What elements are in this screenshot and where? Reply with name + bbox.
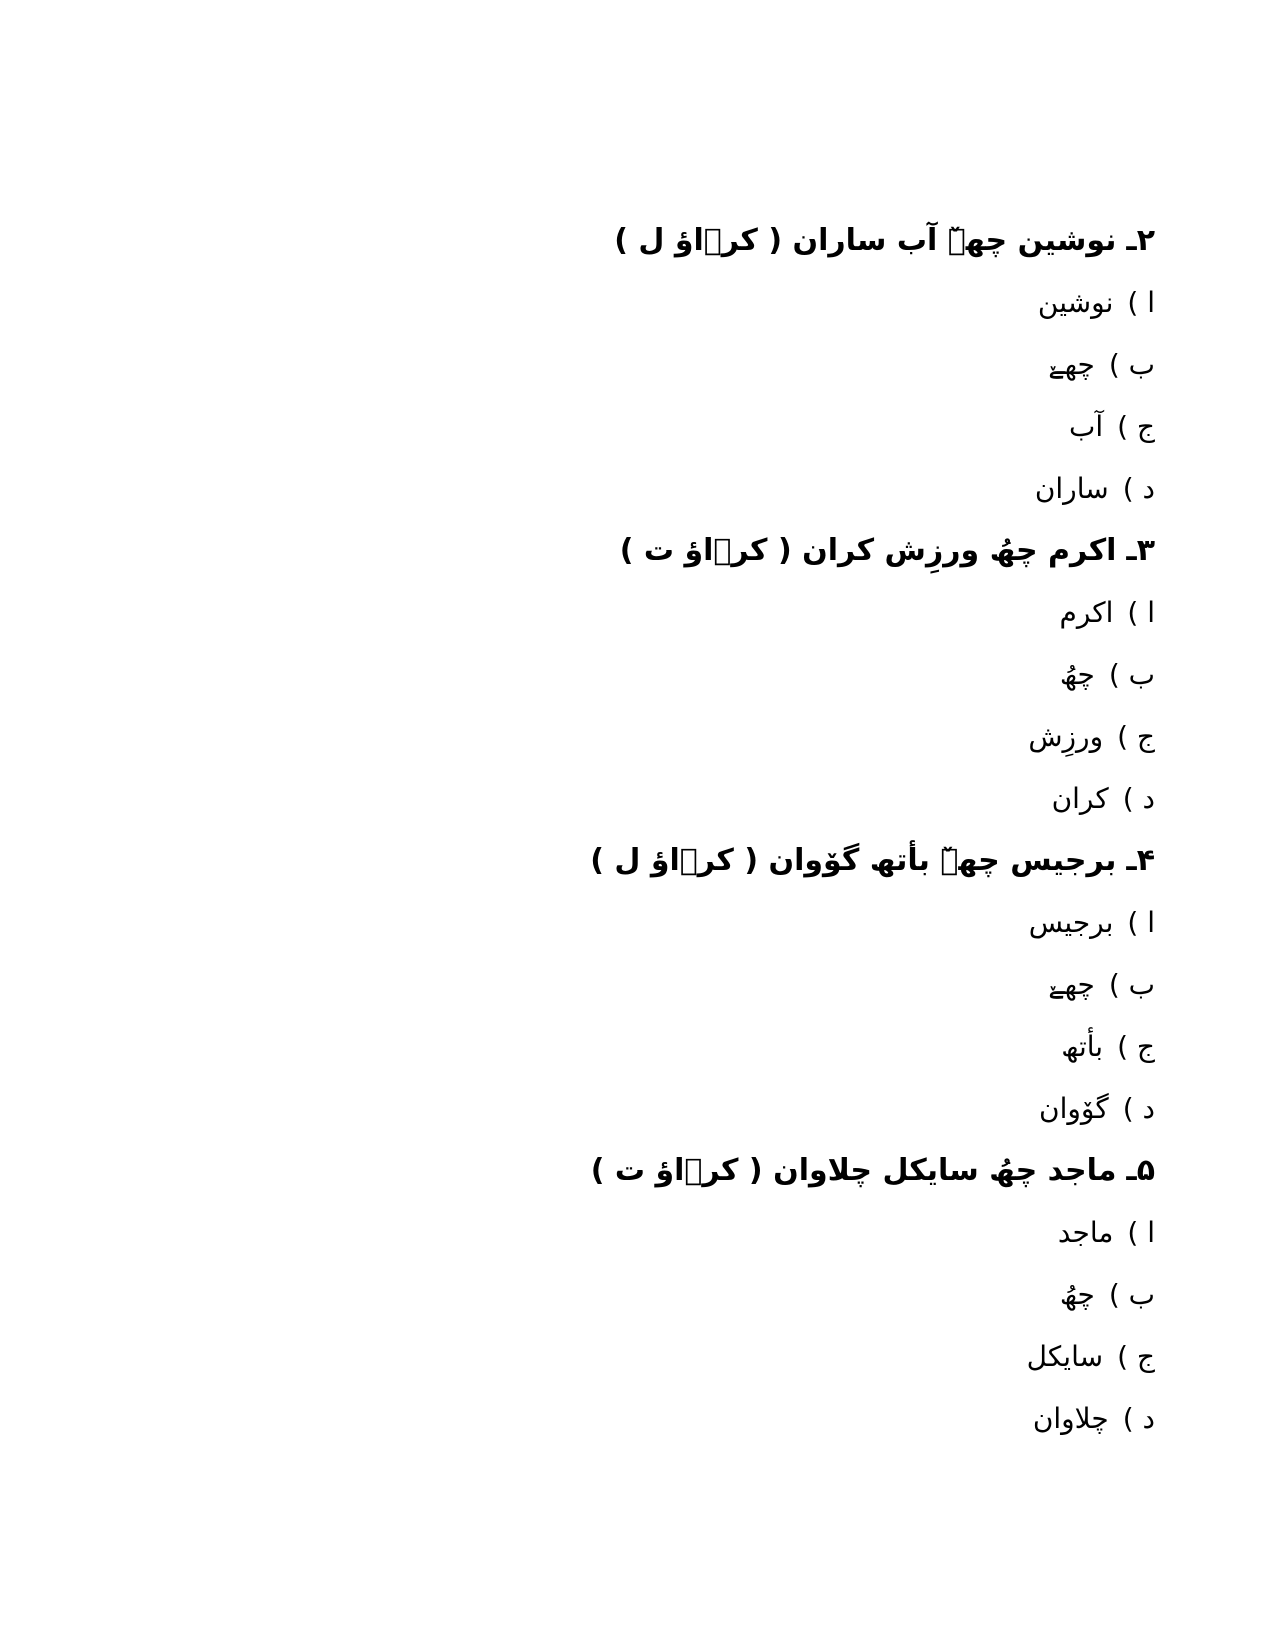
option-label: د ) <box>1122 1092 1155 1125</box>
option-text: کران <box>1051 782 1109 815</box>
option-b <box>555 644 1155 706</box>
option-label: ب ) <box>1108 658 1155 691</box>
option-label: ج ) <box>1117 1340 1155 1373</box>
question-4 <box>555 830 1155 1140</box>
question-text: نوشین چھےٚ آب ساران ( کرٛاؤ ل ) <box>614 223 1117 258</box>
option-text: گوٚوان <box>1039 1092 1109 1125</box>
option-a <box>555 582 1155 644</box>
option-label: د ) <box>1122 472 1155 505</box>
option-label: ج ) <box>1117 1030 1155 1063</box>
option-b <box>555 1264 1155 1326</box>
option-d <box>555 458 1155 520</box>
option-text: بأتھ <box>1061 1030 1104 1063</box>
option-a <box>555 272 1155 334</box>
option-c <box>555 1016 1155 1078</box>
option-a <box>555 1202 1155 1264</box>
option-text: آب <box>1068 410 1104 443</box>
question-2-heading <box>555 210 1155 272</box>
question-3 <box>555 520 1155 830</box>
question-4-heading <box>555 830 1155 892</box>
option-label: د ) <box>1122 1402 1155 1435</box>
question-3-heading <box>555 520 1155 582</box>
option-c <box>555 706 1155 768</box>
option-text: ورزِش <box>1028 720 1104 753</box>
option-d <box>555 1388 1155 1450</box>
option-text: سایکل <box>1026 1340 1104 1373</box>
option-label: د ) <box>1122 782 1155 815</box>
option-label: ا ) <box>1127 1216 1155 1249</box>
option-text: چھُ <box>1059 1278 1095 1311</box>
question-number: ۳ـ <box>1126 533 1155 568</box>
option-label: ب ) <box>1108 1278 1155 1311</box>
option-text: ساران <box>1034 472 1109 505</box>
question-text: ماجد چھُ سایکل چلاوان ( کرٛاؤ ت ) <box>590 1153 1117 1188</box>
option-text: چلاوان <box>1032 1402 1109 1435</box>
question-5 <box>555 1140 1155 1450</box>
question-2 <box>555 210 1155 520</box>
option-b <box>555 334 1155 396</box>
option-label: ا ) <box>1127 286 1155 319</box>
option-d <box>555 768 1155 830</box>
option-c <box>555 396 1155 458</box>
option-text: برجیس <box>1028 906 1114 939</box>
option-text: اکرم <box>1059 596 1114 629</box>
option-label: ا ) <box>1127 596 1155 629</box>
option-a <box>555 892 1155 954</box>
question-text: برجیس چھےٚ بأتھ گوٚوان ( کرٛاؤ ل ) <box>590 843 1117 878</box>
question-number: ۴ـ <box>1126 843 1155 878</box>
question-list <box>555 210 1155 1450</box>
option-d <box>555 1078 1155 1140</box>
option-text: نوشین <box>1037 286 1114 319</box>
option-c <box>555 1326 1155 1388</box>
option-label: ج ) <box>1117 410 1155 443</box>
option-b <box>555 954 1155 1016</box>
option-text: چھےٚ <box>1048 968 1095 1001</box>
option-text: ماجد <box>1057 1216 1114 1249</box>
question-number: ۵ـ <box>1126 1153 1155 1188</box>
option-text: چھُ <box>1059 658 1095 691</box>
option-label: ج ) <box>1117 720 1155 753</box>
option-label: ب ) <box>1108 348 1155 381</box>
option-label: ا ) <box>1127 906 1155 939</box>
question-text: اکرم چھُ ورزِش کران ( کرٛاؤ ت ) <box>619 533 1117 568</box>
question-number: ۲ـ <box>1126 223 1155 258</box>
option-label: ب ) <box>1108 968 1155 1001</box>
option-text: چھےٚ <box>1048 348 1095 381</box>
question-5-heading <box>555 1140 1155 1202</box>
